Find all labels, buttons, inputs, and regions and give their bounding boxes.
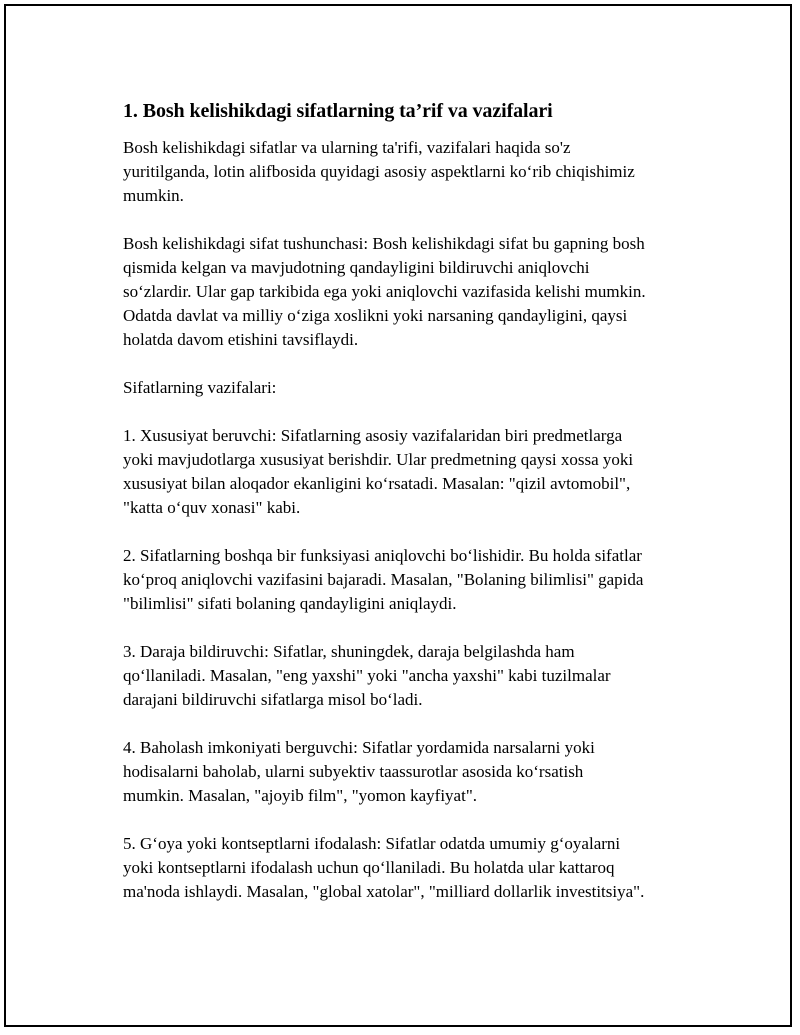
definition-paragraph: Bosh kelishikdagi sifat tushunchasi: Bosh kelishikdagi sifat bu gapning bosh qismida kelgan va mavjudotning qandayligini bildiruvchi aniqlovchi so‘zlardir. Ular gap tarkibida ega yoki aniqlovchi vazifasida kelishi mumkin. Odatda davlat va milliy o‘ziga xoslikni yoki narsaning qandayligini, qaysi holatda davom etishini tavsiflaydi. (123, 234, 646, 349)
document-body (123, 96, 703, 928)
intro-paragraph: Bosh kelishikdagi sifatlar va ularning ta'rifi, vazifalari haqida so'z yuritilganda, lotin alifbosida quyidagi asosiy aspektlarni ko‘rib chiqishimiz mumkin. (123, 138, 635, 205)
list-item-5: 5. G‘oya yoki kontseptlarni ifodalash: Sifatlar odatda umumiy g‘oyalarni yoki kontseptlarni ifodalash uchun qo‘llaniladi. Bu holatda ular kattaroq ma'noda ishlaydi. Masalan, "global xatolar", "milliard dollarlik investitsiya". (123, 834, 645, 901)
document-title: 1. Bosh kelishikdagi sifatlarning ta’rif va vazifalari (123, 100, 553, 122)
list-item-3: 3. Daraja bildiruvchi: Sifatlar, shuningdek, daraja belgilashda ham qo‘llaniladi. Masalan, "eng yaxshi" yoki "ancha yaxshi" kabi tuzilmalar darajani bildiruvchi sifatlarga misol bo‘ladi. (123, 642, 611, 709)
functions-heading: Sifatlarning vazifalari: (123, 378, 277, 397)
page-frame (4, 4, 792, 1027)
list-item-2: 2. Sifatlarning boshqa bir funksiyasi aniqlovchi bo‘lishidir. Bu holda sifatlar ko‘proq aniqlovchi vazifasini bajaradi. Masalan, "Bolaning bilimlisi" gapida "bilimlisi" sifati bolaning qandayligini aniqlaydi. (123, 546, 644, 613)
list-item-1: 1. Xususiyat beruvchi: Sifatlarning asosiy vazifalaridan biri predmetlarga yoki mavjudotlarga xususiyat berishdir. Ular predmetning qaysi xossa yoki xususiyat bilan aloqador ekanligini ko‘rsatadi. Masalan: "qizil avtomobil", "katta o‘quv xonasi" kabi. (123, 426, 634, 517)
list-item-4: 4. Baholash imkoniyati berguvchi: Sifatlar yordamida narsalarni yoki hodisalarni baholab, ularni subyektiv taassurotlar asosida ko‘rsatish mumkin. Masalan, "ajoyib film", "yomon kayfiyat". (123, 738, 595, 805)
